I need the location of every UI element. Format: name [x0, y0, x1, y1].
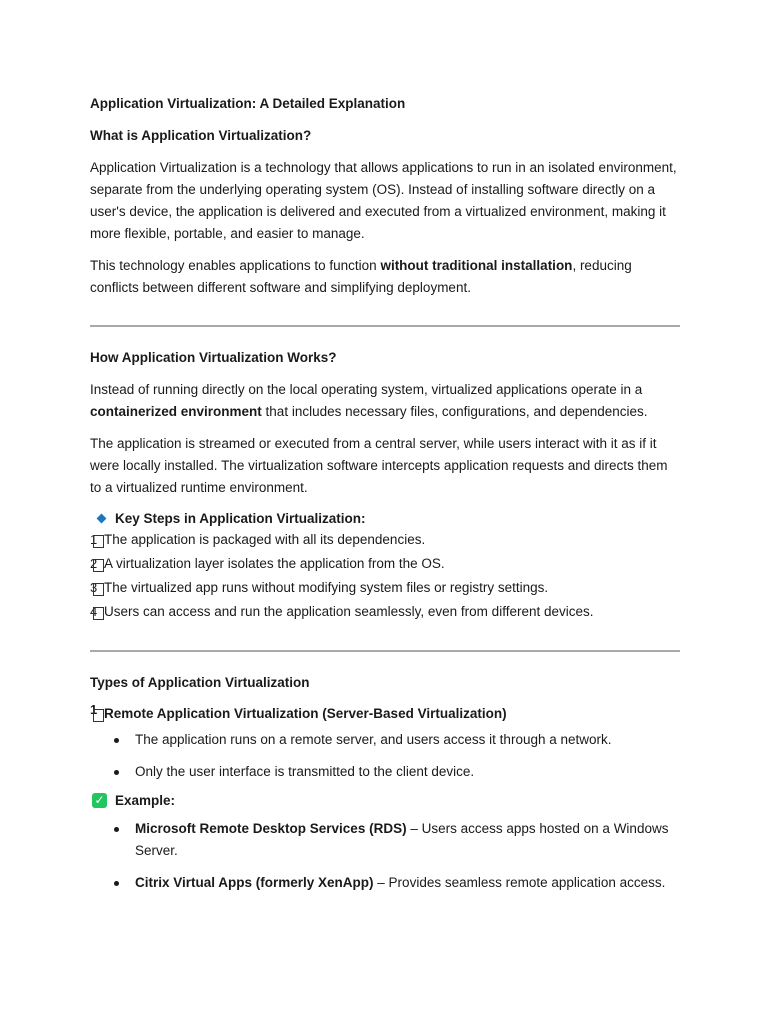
paragraph-how-2: The application is streamed or executed from a central server, while users interact with it as if it were locally installed. The virtualization software intercepts application requests and directs them to a virtualized runtime environment.: [90, 436, 668, 495]
paragraph-what-2: This technology enables applications to function without traditional installation, reducing conflicts between different software and simplifying deployment.: [90, 258, 632, 295]
list-item: Microsoft Remote Desktop Services (RDS) – Users access apps hosted on a Windows Server.: [90, 818, 680, 862]
remote-bullets: [90, 729, 680, 783]
bold-phrase: without traditional installation: [380, 258, 573, 273]
section-heading-types: Types of Application Virtualization: [90, 675, 310, 690]
keycap-digit-icon: 2: [90, 557, 102, 571]
example-label: ✓ Example:: [90, 793, 680, 808]
document-title: Application Virtualization: A Detailed Explanation: [90, 96, 406, 111]
keycap-digit-icon: 1: [90, 707, 102, 721]
key-steps-heading: Key Steps in Application Virtualization:: [90, 511, 680, 526]
steps-list: [90, 528, 680, 624]
list-item: Citrix Virtual Apps (formerly XenApp) – Provides seamless remote application access.: [90, 872, 680, 894]
check-mark-icon: ✓: [92, 793, 107, 808]
list-item: 2 A virtualization layer isolates the application from the OS.: [90, 556, 445, 571]
document-page: [90, 93, 680, 904]
divider: [90, 650, 680, 652]
diamond-icon: [97, 514, 107, 524]
subsection-heading-remote: 1 Remote Application Virtualization (Server-Based Virtualization): [90, 701, 507, 721]
example-bullets: [90, 818, 680, 894]
list-item: Only the user interface is transmitted to the client device.: [90, 761, 680, 783]
paragraph-what-1: Application Virtualization is a technology that allows applications to run in an isolated environment, separate from the underlying operating system (OS). Instead of installing software directly on a user's device, the application is delivered and executed from a virtualized environment, making it more flexible, portable, and easier to manage.: [90, 160, 677, 241]
section-heading-what: What is Application Virtualization?: [90, 128, 312, 143]
bold-phrase: containerized environment: [90, 404, 262, 419]
divider: [90, 325, 680, 327]
list-item: 1 The application is packaged with all its dependencies.: [90, 532, 426, 547]
keycap-digit-icon: 4: [90, 605, 102, 619]
keycap-digit-icon: 3: [90, 581, 102, 595]
paragraph-how-1: Instead of running directly on the local operating system, virtualized applications operate in a containerized environment that includes necessary files, configurations, and dependencies.: [90, 382, 648, 419]
list-item: The application runs on a remote server, and users access it through a network.: [90, 729, 680, 751]
keycap-digit-icon: 1: [90, 533, 102, 547]
section-heading-how: How Application Virtualization Works?: [90, 350, 337, 365]
list-item: 3 The virtualized app runs without modifying system files or registry settings.: [90, 580, 549, 595]
list-item: 4 Users can access and run the application seamlessly, even from different devices.: [90, 604, 594, 619]
